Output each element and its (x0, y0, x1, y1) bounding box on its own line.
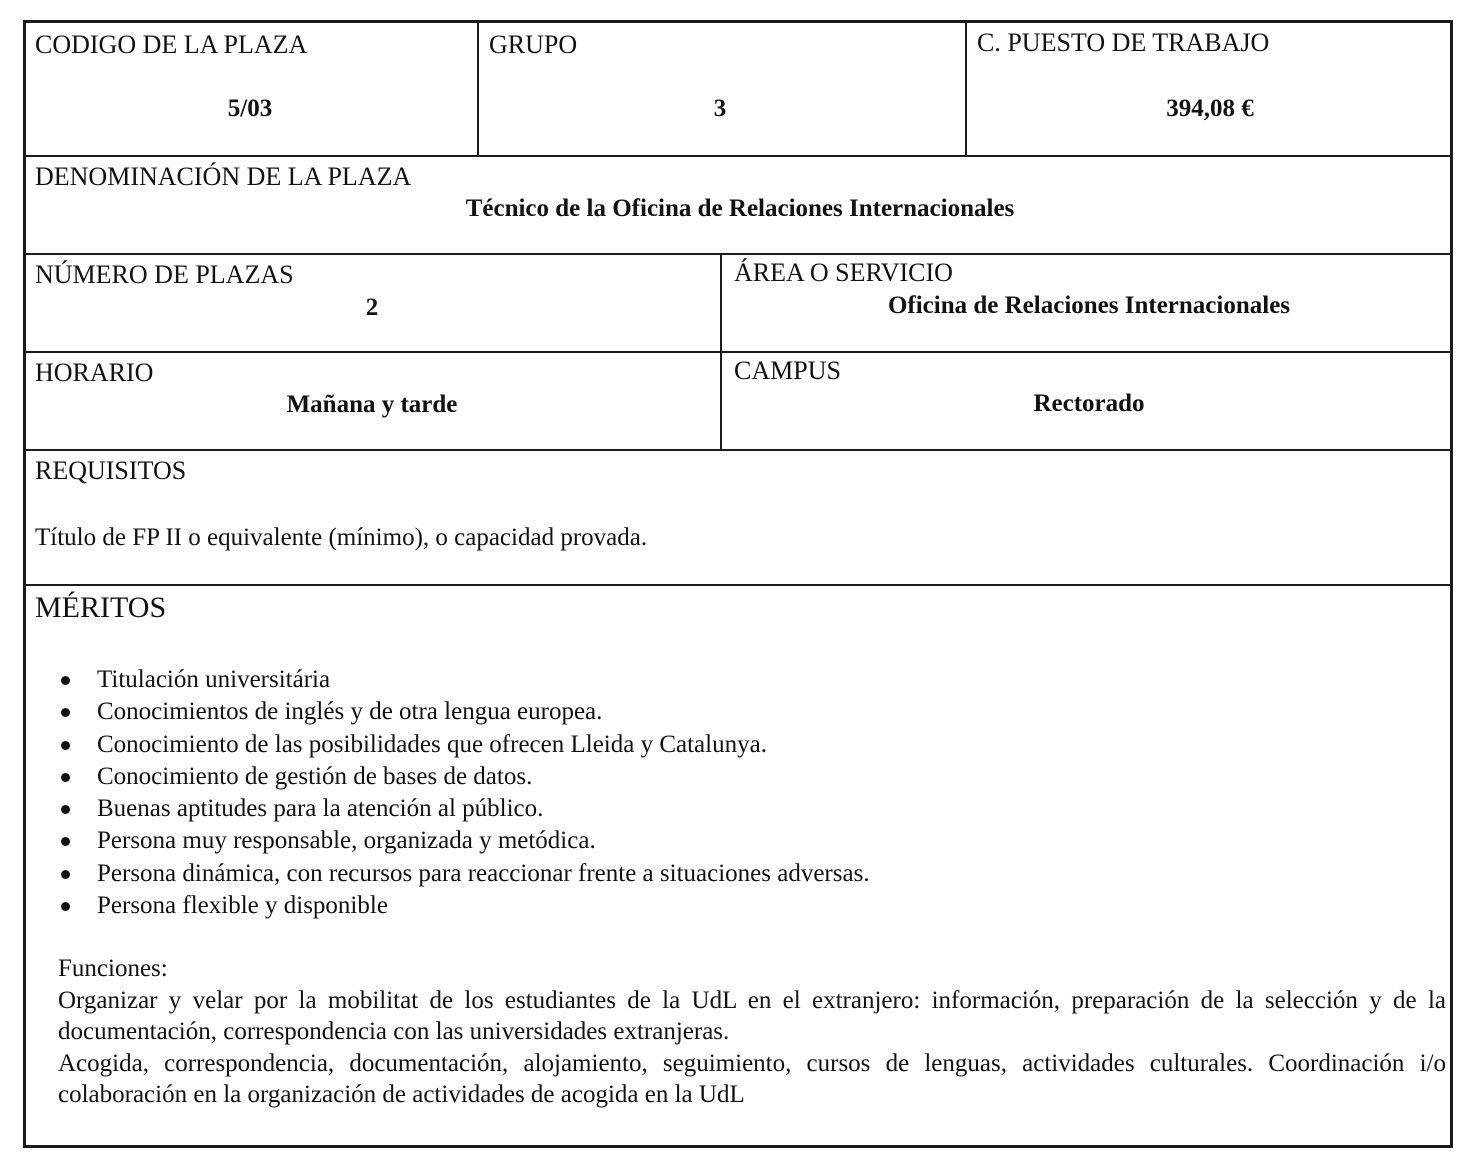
campus-label: CAMPUS (734, 356, 841, 385)
bullet-icon (61, 676, 70, 685)
denominacion-value: Técnico de la Oficina de Relaciones Internacionales (465, 195, 1015, 222)
meritos-item: Persona flexible y disponible (97, 892, 388, 920)
puesto-label: C. PUESTO DE TRABAJO (977, 28, 1270, 57)
funciones-section (58, 953, 1446, 1111)
funciones-paragraph: Acogida, correspondencia, documentación, alojamiento, seguimiento, cursos de lenguas, actividades culturales. Coordinación i/o colaboración en la organización de actividades de acogida en la UdL (58, 1049, 1446, 1108)
meritos-list (58, 664, 870, 922)
campus-value: Rectorado (1033, 390, 1145, 417)
divider (477, 21, 479, 157)
meritos-item: Conocimientos de inglés y de otra lengua europea. (97, 698, 603, 726)
divider (24, 584, 1452, 586)
bullet-icon (61, 773, 70, 782)
bullet-icon (61, 805, 70, 814)
list-item (58, 696, 870, 728)
list-item (58, 858, 870, 890)
meritos-item: Buenas aptitudes para la atención al público. (97, 795, 544, 823)
meritos-item: Persona dinámica, con recursos para reaccionar frente a situaciones adversas. (97, 859, 870, 887)
requisitos-label: REQUISITOS (35, 456, 187, 485)
bullet-icon (61, 708, 70, 717)
divider (24, 253, 1452, 255)
numero-label: NÚMERO DE PLAZAS (35, 260, 294, 289)
meritos-item: Persona muy responsable, organizada y metódica. (97, 827, 596, 855)
numero-value: 2 (365, 294, 379, 321)
meritos-item: Titulación universitária (97, 666, 331, 693)
grupo-value: 3 (713, 95, 727, 122)
list-item (58, 825, 870, 857)
bullet-icon (61, 741, 70, 750)
funciones-paragraph: Organizar y velar por la mobilitat de los estudiantes de la UdL en el extranjero: información, preparación de la selección y de la documentación, correspondencia con las universidades extranjeras. (58, 986, 1446, 1045)
divider (24, 155, 1452, 157)
list-item (58, 729, 870, 761)
grupo-label: GRUPO (489, 30, 578, 59)
bullet-icon (61, 837, 70, 846)
list-item (58, 890, 870, 922)
meritos-item: Conocimiento de gestión de bases de datos. (97, 762, 533, 790)
list-item (58, 793, 870, 825)
divider (965, 21, 967, 157)
divider (720, 255, 722, 451)
area-label: ÁREA O SERVICIO (734, 258, 953, 287)
bullet-icon (61, 870, 70, 879)
funciones-label: Funciones: (58, 955, 168, 982)
denominacion-label: DENOMINACIÓN DE LA PLAZA (35, 162, 412, 191)
codigo-label: CODIGO DE LA PLAZA (35, 30, 308, 59)
meritos-item: Conocimiento de las posibilidades que ofrecen Lleida y Catalunya. (97, 730, 767, 758)
list-item (58, 761, 870, 793)
codigo-value: 5/03 (227, 95, 273, 122)
horario-label: HORARIO (35, 358, 154, 387)
list-item (58, 664, 870, 696)
requisitos-text: Título de FP II o equivalente (mínimo), o capacidad provada. (35, 524, 648, 551)
puesto-value: 394,08 € (1166, 95, 1254, 122)
divider (24, 351, 1452, 353)
divider (24, 449, 1452, 451)
horario-value: Mañana y tarde (286, 391, 458, 418)
area-value: Oficina de Relaciones Internacionales (887, 292, 1291, 319)
bullet-icon (61, 902, 70, 911)
meritos-label: MÉRITOS (35, 591, 167, 624)
